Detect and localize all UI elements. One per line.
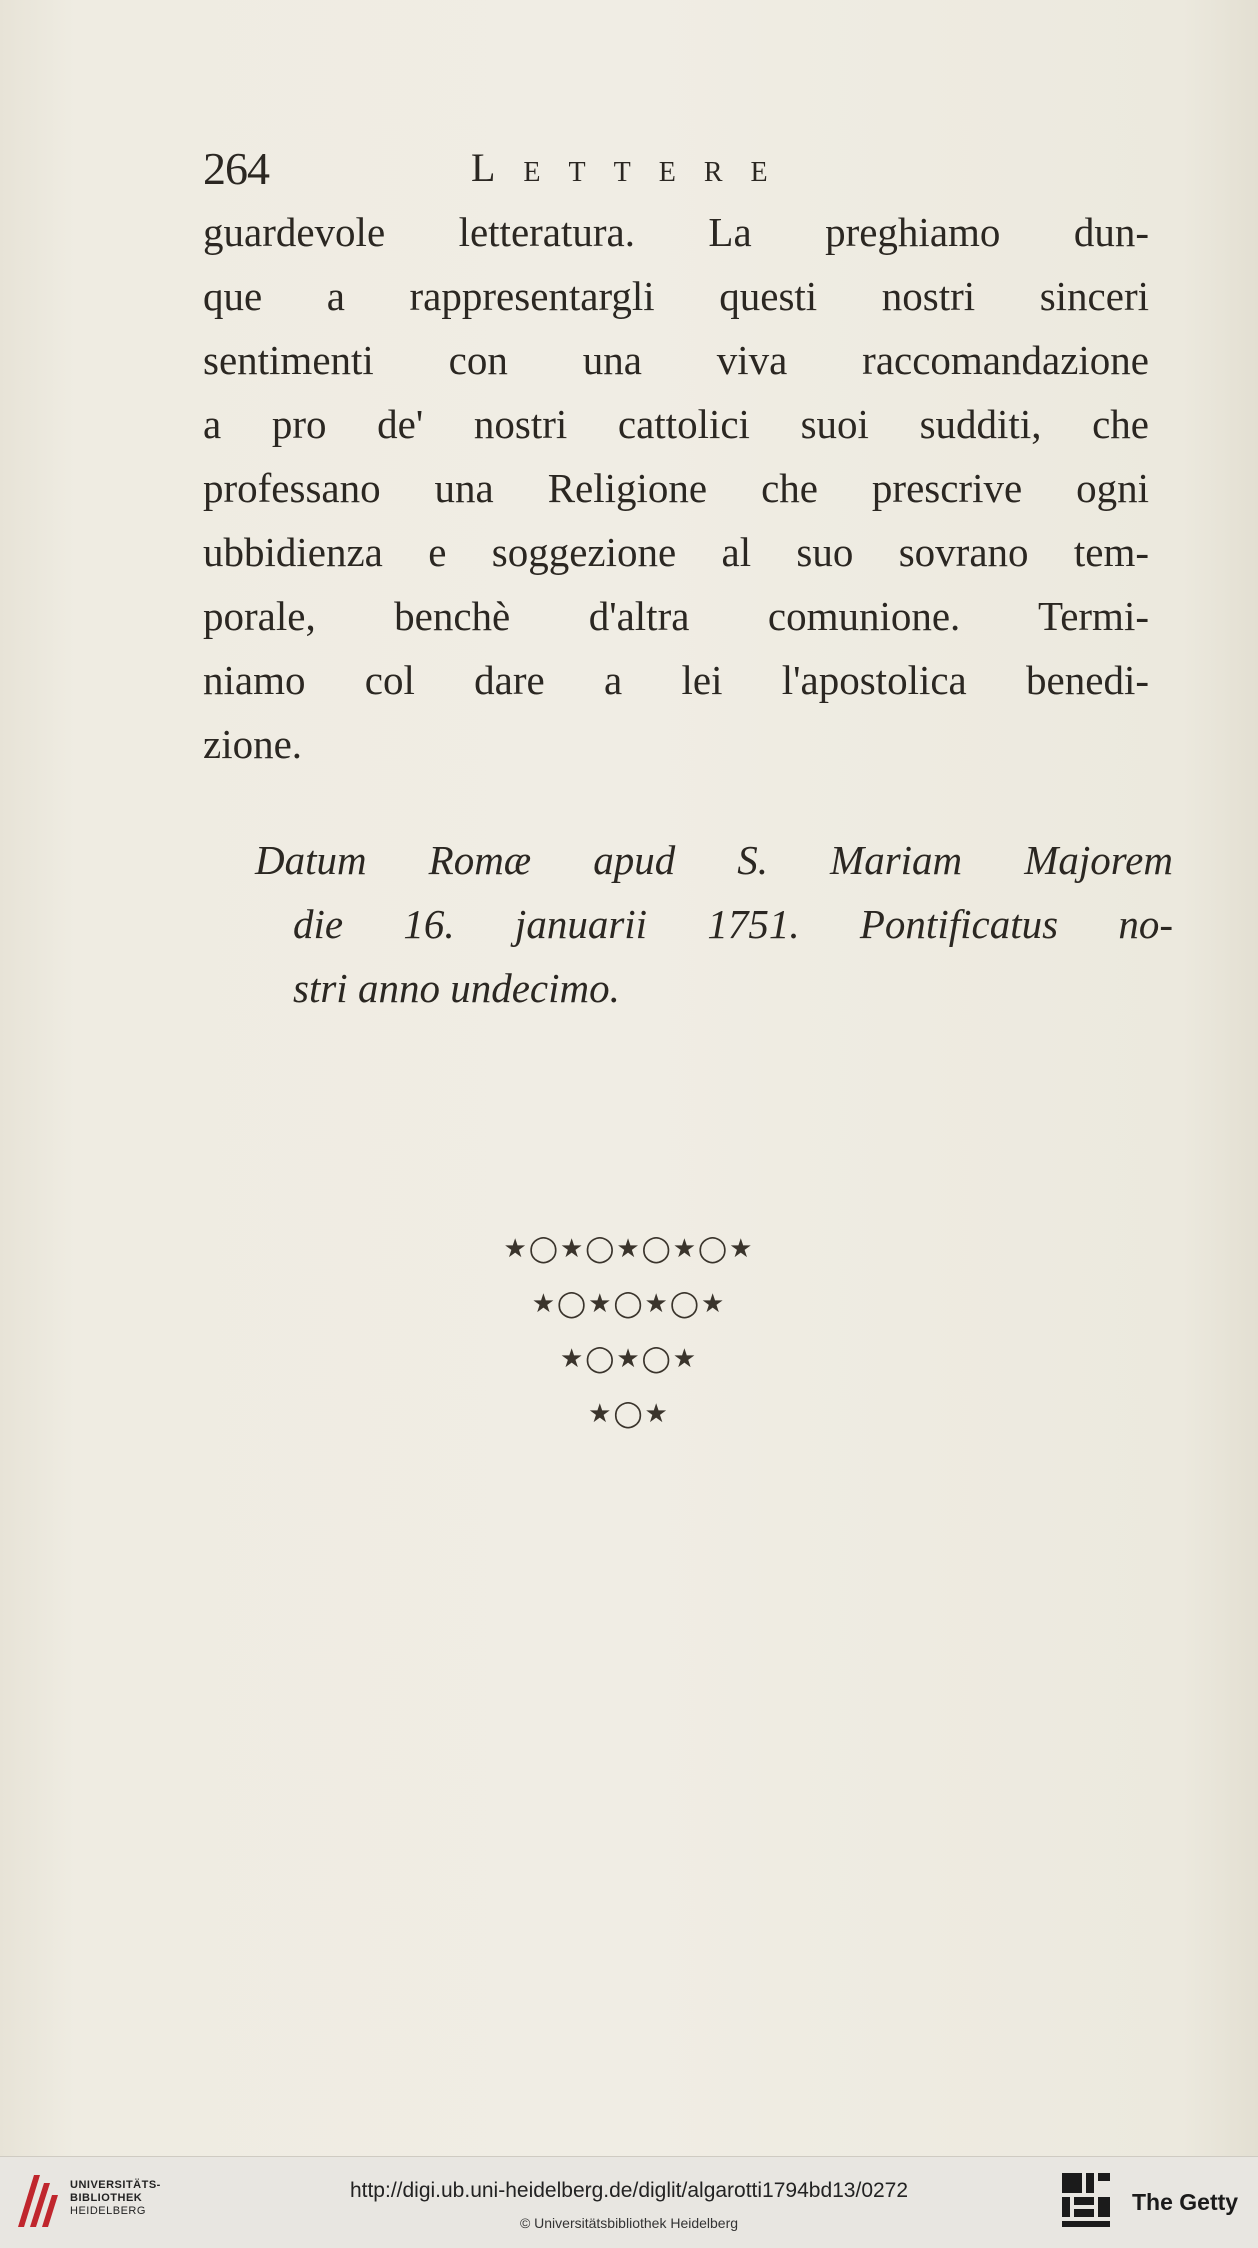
library-name-line: HEIDELBERG (70, 2205, 146, 2217)
text-line: niamo col dare a lei l'apostolica benedi- (203, 657, 1149, 703)
ornament-row: ★◯★◯★ (559, 1344, 699, 1374)
page-number: 264 (203, 143, 269, 194)
running-title: Lettere (471, 145, 796, 190)
permalink-url[interactable]: http://digi.ub.uni-heidelberg.de/diglit/algarotti1794bd13/0272 (349, 2179, 909, 2202)
tailpiece-ornament (0, 1222, 1258, 1442)
getty-logo-icon[interactable] (1060, 2171, 1112, 2231)
viewer-footer (0, 2156, 1258, 2248)
getty-name: The Getty (1132, 2189, 1239, 2215)
page-header (203, 142, 923, 202)
copyright-notice: © Universitätsbibliothek Heidelberg (519, 2215, 739, 2231)
dateline-line: die 16. januarii 1751. Pontificatus no- (293, 901, 1173, 947)
text-line: sentimenti con una viva raccomandazione (203, 337, 1149, 383)
text-line: que a rappresentargli questi nostri sinceri (203, 273, 1149, 319)
dateline-line: stri anno undecimo. (293, 965, 620, 1011)
ornament-row: ★◯★◯★◯★◯★ (503, 1234, 755, 1264)
text-line: guardevole letteratura. La preghiamo dun- (203, 209, 1149, 255)
ornament-row: ★◯★◯★◯★ (531, 1289, 727, 1319)
text-line: a pro de' nostri cattolici suoi sudditi, che (203, 401, 1149, 447)
text-line: professano una Religione che prescrive ogni (203, 465, 1149, 511)
library-name-line: UNIVERSITÄTS- (70, 2179, 161, 2191)
letter-body (203, 200, 1149, 776)
library-name-line: BIBLIOTHEK (70, 2192, 143, 2204)
text-line: ubbidienza e soggezione al suo sovrano tem- (203, 529, 1149, 575)
dateline (203, 828, 1173, 1020)
text-line: zione. (203, 721, 303, 767)
dateline-line: Datum Romæ apud S. Mariam Majorem (255, 837, 1173, 883)
ornament-row: ★◯★ (588, 1399, 670, 1429)
text-line: porale, benchè d'altra comunione. Termi- (203, 593, 1149, 639)
